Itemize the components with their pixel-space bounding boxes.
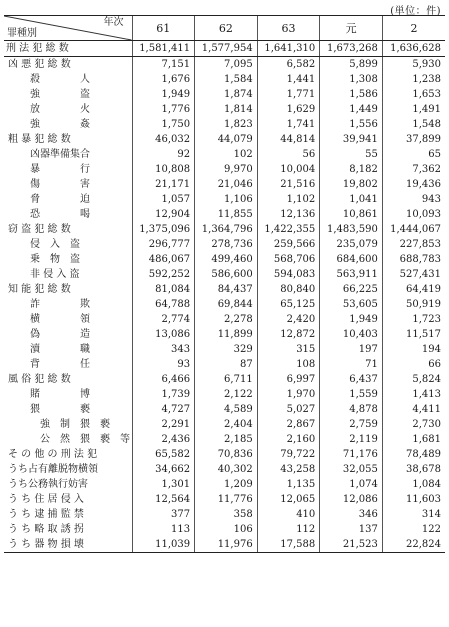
row-value: 684,600 [320,252,383,267]
row-value: 1,301 [132,477,195,492]
row-value: 1,681 [382,432,445,447]
row-label: 強 制 猥 褻 [40,419,110,430]
row-value: 84,437 [195,282,258,297]
table-row [4,297,445,312]
table-row [4,417,445,432]
table-row [4,492,445,507]
table-row [4,192,445,207]
table-row [4,522,445,537]
row-value: 78,489 [382,447,445,462]
row-value: 37,899 [382,132,445,147]
row-value: 80,840 [257,282,320,297]
row-value: 1,375,096 [132,222,195,237]
row-value: 1,209 [195,477,258,492]
table-row [4,447,445,462]
row-value: 4,878 [320,402,383,417]
row-value: 7,095 [195,57,258,73]
row-value: 527,431 [382,267,445,282]
row-label: そ の 他 の 刑 法 犯 [8,449,98,460]
row-value: 1,584 [195,72,258,87]
row-value: 586,600 [195,267,258,282]
row-value: 377 [132,507,195,522]
row-value: 21,516 [257,177,320,192]
row-value: 93 [132,357,195,372]
row-label: 知 能 犯 総 数 [8,284,71,295]
row-value: 43,258 [257,462,320,477]
row-value: 278,736 [195,237,258,252]
row-value: 2,774 [132,312,195,327]
table-row [4,357,445,372]
row-value: 2,867 [257,417,320,432]
row-value: 1,653 [382,87,445,102]
table-row [4,57,445,73]
row-label: 瀆 職 [30,344,90,355]
row-value: 64,419 [382,282,445,297]
row-value: 12,872 [257,327,320,342]
row-value: 13,086 [132,327,195,342]
row-value: 2,185 [195,432,258,447]
row-value: 2,420 [257,312,320,327]
total-row [4,41,445,57]
table-row [4,207,445,222]
row-value: 122 [382,522,445,537]
row-label: 強 姦 [30,119,90,130]
row-value: 2,278 [195,312,258,327]
row-value: 7,151 [132,57,195,73]
header-year-2: 2 [382,16,445,41]
row-value: 70,836 [195,447,258,462]
table-row [4,117,445,132]
row-value: 227,853 [382,237,445,252]
row-value: 11,855 [195,207,258,222]
row-value: 11,976 [195,537,258,553]
row-value: 486,067 [132,252,195,267]
row-value: 1,949 [320,312,383,327]
row-value: 1,629 [257,102,320,117]
row-value: 2,404 [195,417,258,432]
row-value: 1,556 [320,117,383,132]
row-value: 1,041 [320,192,383,207]
row-label: うち占有離脱物横領 [8,464,98,475]
row-label: 粗 暴 犯 総 数 [8,134,71,145]
row-value: 108 [257,357,320,372]
row-value: 2,436 [132,432,195,447]
row-value: 10,861 [320,207,383,222]
row-label: 凶器準備集合 [30,149,90,160]
row-label: 偽 造 [30,329,90,340]
row-value: 1,308 [320,72,383,87]
row-value: 1,413 [382,387,445,402]
table-row [4,72,445,87]
header-year-61: 61 [132,16,195,41]
row-value: 12,086 [320,492,383,507]
row-value: 12,564 [132,492,195,507]
row-value: 19,802 [320,177,383,192]
row-value: 55 [320,147,383,162]
row-value: 1,444,067 [382,222,445,237]
row-value: 688,783 [382,252,445,267]
row-label: 暴 行 [30,164,90,175]
row-label: 強 盗 [30,89,90,100]
row-value: 1,741 [257,117,320,132]
table-row [4,162,445,177]
row-value: 1,441 [257,72,320,87]
row-value: 6,437 [320,372,383,387]
row-value: 11,039 [132,537,195,553]
header-year-62: 62 [195,16,258,41]
row-value: 4,589 [195,402,258,417]
row-value: 19,436 [382,177,445,192]
row-value: 5,899 [320,57,383,73]
row-label: 猥 褻 [30,404,90,415]
row-value: 79,722 [257,447,320,462]
row-value: 343 [132,342,195,357]
row-value: 66 [382,357,445,372]
row-label: 公 然 猥 褻 等 [40,434,130,445]
row-label: 非 侵 入 盗 [30,269,80,280]
row-label: 横 領 [30,314,90,325]
row-value: 102 [195,147,258,162]
row-value: 92 [132,147,195,162]
row-label: 乗 物 盗 [30,254,80,265]
row-value: 1,548 [382,117,445,132]
table-row [4,342,445,357]
row-value: 259,566 [257,237,320,252]
row-value: 106 [195,522,258,537]
row-value: 40,302 [195,462,258,477]
row-value: 1,814 [195,102,258,117]
row-value: 592,252 [132,267,195,282]
row-value: 9,970 [195,162,258,177]
row-value: 2,122 [195,387,258,402]
header-row [4,16,445,41]
row-value: 50,919 [382,297,445,312]
row-value: 1,586 [320,87,383,102]
row-value: 87 [195,357,258,372]
row-value: 39,941 [320,132,383,147]
row-label: 恐 喝 [30,209,90,220]
row-label: 風 俗 犯 総 数 [8,374,71,385]
row-value: 21,523 [320,537,383,553]
row-value: 22,824 [382,537,445,553]
header-year-label: 年次 [103,17,124,28]
header-corner [4,16,132,41]
table-row [4,222,445,237]
row-value: 1,641,310 [257,41,320,57]
row-value: 56 [257,147,320,162]
table-row [4,537,445,553]
header-year-gan: 元 [320,16,383,41]
row-label: 背 任 [30,359,90,370]
header-crime-label: 罪種別 [7,28,37,39]
table-row [4,147,445,162]
row-value: 568,706 [257,252,320,267]
row-value: 1,949 [132,87,195,102]
row-label: うち公務執行妨害 [8,479,88,490]
table-row [4,402,445,417]
table-row [4,432,445,447]
row-label: 傷 害 [30,179,90,190]
row-value: 1,739 [132,387,195,402]
row-label: う ち 略 取 誘 拐 [8,524,84,535]
row-value: 7,362 [382,162,445,177]
row-value: 1,135 [257,477,320,492]
table-row [4,282,445,297]
unit-note: (単位：件) [390,6,441,17]
row-value: 17,588 [257,537,320,553]
row-value: 2,759 [320,417,383,432]
row-value: 34,662 [132,462,195,477]
row-value: 10,403 [320,327,383,342]
row-value: 329 [195,342,258,357]
row-value: 11,517 [382,327,445,342]
row-value: 38,678 [382,462,445,477]
row-value: 563,911 [320,267,383,282]
row-value: 235,079 [320,237,383,252]
row-value: 2,160 [257,432,320,447]
row-value: 1,074 [320,477,383,492]
table-row [4,387,445,402]
table-row [4,102,445,117]
row-value: 1,483,590 [320,222,383,237]
row-value: 21,171 [132,177,195,192]
table-row [4,87,445,102]
row-value: 12,065 [257,492,320,507]
row-value: 65,125 [257,297,320,312]
row-value: 1,970 [257,387,320,402]
row-value: 1,106 [195,192,258,207]
row-label: 詐 欺 [30,299,90,310]
table-row [4,252,445,267]
row-value: 6,582 [257,57,320,73]
row-value: 1,057 [132,192,195,207]
row-value: 1,874 [195,87,258,102]
row-value: 2,119 [320,432,383,447]
row-value: 2,730 [382,417,445,432]
row-value: 44,079 [195,132,258,147]
row-value: 594,083 [257,267,320,282]
row-label: 殺 人 [30,74,90,85]
row-label: 刑 法 犯 総 数 [4,41,132,57]
row-value: 1,491 [382,102,445,117]
row-value: 1,102 [257,192,320,207]
row-value: 5,027 [257,402,320,417]
row-value: 5,930 [382,57,445,73]
row-value: 1,723 [382,312,445,327]
row-value: 358 [195,507,258,522]
row-value: 69,844 [195,297,258,312]
row-value: 1,771 [257,87,320,102]
row-value: 346 [320,507,383,522]
row-value: 81,084 [132,282,195,297]
row-label: 窃 盗 犯 総 数 [8,224,71,235]
row-value: 71 [320,357,383,372]
row-value: 11,603 [382,492,445,507]
row-value: 12,136 [257,207,320,222]
header-year-63: 63 [257,16,320,41]
row-value: 410 [257,507,320,522]
crime-statistics-table [4,15,445,553]
row-value: 499,460 [195,252,258,267]
table-row [4,177,445,192]
row-value: 66,225 [320,282,383,297]
row-value: 10,004 [257,162,320,177]
row-label: う ち 住 居 侵 入 [8,494,84,505]
table-row [4,507,445,522]
row-value: 1,559 [320,387,383,402]
row-value: 314 [382,507,445,522]
row-label: 賭 博 [30,389,90,400]
row-value: 53,605 [320,297,383,312]
table-row [4,267,445,282]
row-value: 1,581,411 [132,41,195,57]
row-value: 113 [132,522,195,537]
table-row [4,237,445,252]
table-row [4,132,445,147]
row-value: 4,727 [132,402,195,417]
row-value: 112 [257,522,320,537]
row-value: 943 [382,192,445,207]
row-value: 11,899 [195,327,258,342]
row-value: 296,777 [132,237,195,252]
row-value: 1,676 [132,72,195,87]
row-value: 64,788 [132,297,195,312]
row-value: 1,823 [195,117,258,132]
row-value: 46,032 [132,132,195,147]
table-row [4,312,445,327]
row-label: う ち 逮 捕 監 禁 [8,509,84,520]
row-value: 44,814 [257,132,320,147]
row-value: 65,582 [132,447,195,462]
row-value: 65 [382,147,445,162]
row-label: 脅 迫 [30,194,90,205]
row-value: 1,577,954 [195,41,258,57]
row-value: 32,055 [320,462,383,477]
row-value: 197 [320,342,383,357]
row-label: 侵 入 盗 [30,239,80,250]
row-value: 1,776 [132,102,195,117]
row-value: 137 [320,522,383,537]
row-value: 1,084 [382,477,445,492]
row-label: う ち 器 物 損 壊 [4,537,132,553]
row-value: 194 [382,342,445,357]
table-row [4,327,445,342]
row-value: 315 [257,342,320,357]
row-value: 1,673,268 [320,41,383,57]
row-label: 凶 悪 犯 総 数 [8,59,71,70]
row-value: 1,636,628 [382,41,445,57]
row-value: 11,776 [195,492,258,507]
row-value: 1,422,355 [257,222,320,237]
row-label: 放 火 [30,104,90,115]
row-value: 6,711 [195,372,258,387]
row-value: 21,046 [195,177,258,192]
row-value: 6,466 [132,372,195,387]
row-value: 1,750 [132,117,195,132]
table-row [4,462,445,477]
row-value: 6,997 [257,372,320,387]
table-row [4,372,445,387]
row-value: 10,808 [132,162,195,177]
table-row [4,477,445,492]
row-value: 2,291 [132,417,195,432]
row-value: 8,182 [320,162,383,177]
row-value: 5,824 [382,372,445,387]
row-value: 71,176 [320,447,383,462]
row-value: 12,904 [132,207,195,222]
row-value: 10,093 [382,207,445,222]
row-value: 4,411 [382,402,445,417]
row-value: 1,449 [320,102,383,117]
row-value: 1,364,796 [195,222,258,237]
row-value: 1,238 [382,72,445,87]
